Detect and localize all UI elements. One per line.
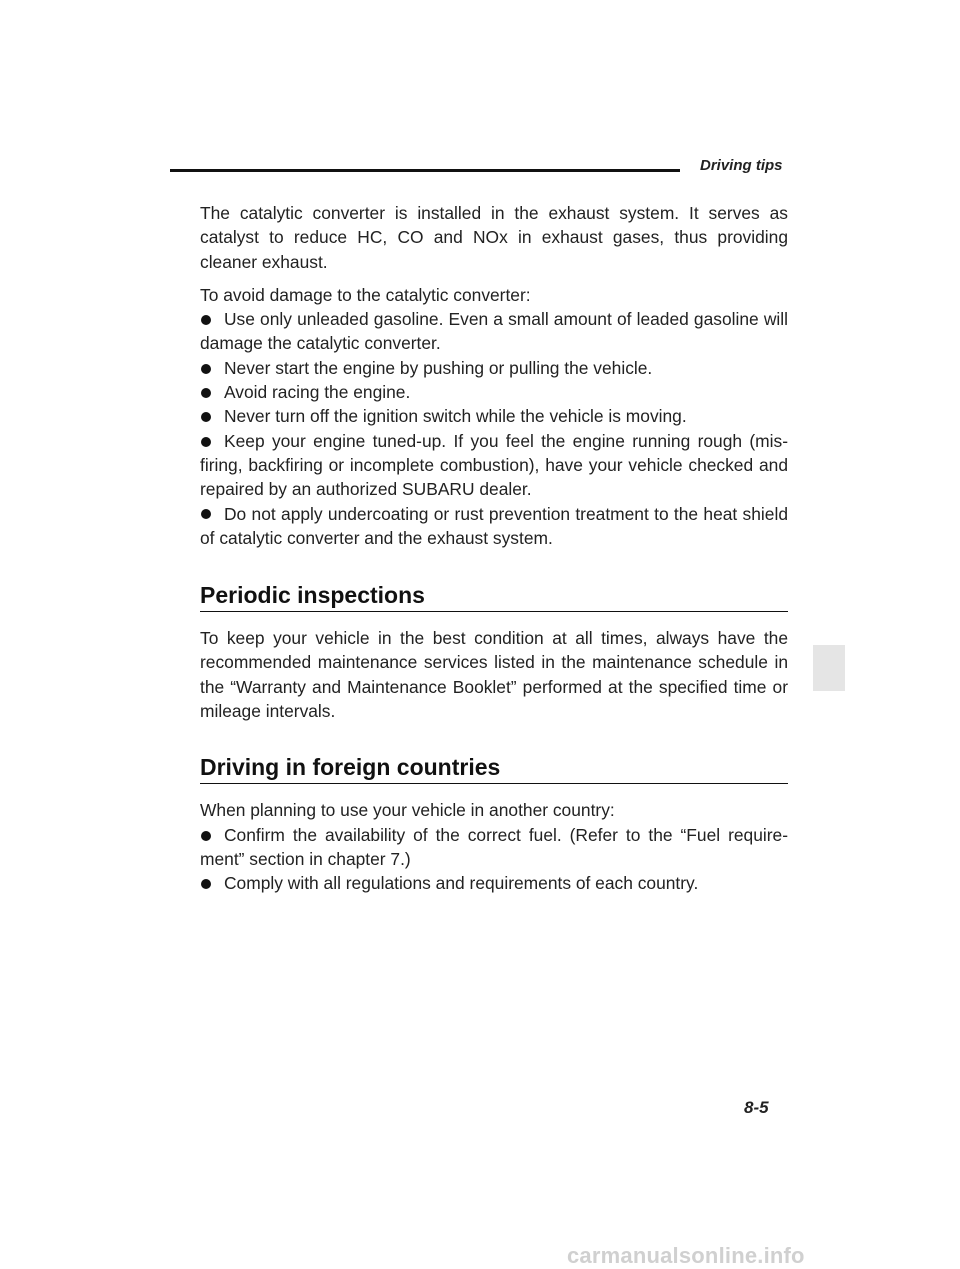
catalytic-intro: The catalytic converter is installed in the exhaust system. It serves as catalyst to reduce HC, CO and NOx in exhaust gases, thus providing cleaner exhaust. <box>200 203 788 272</box>
bullet-item: Confirm the availability of the correct fuel. (Refer to the “Fuel require-ment” section in chapter 7.) <box>200 824 788 869</box>
bullet-item: Never start the engine by pushing or pulling the vehicle. <box>200 356 788 380</box>
bullet-item: Do not apply undercoating or rust prevention treatment to the heat shield of catalytic converter and the exhaust system. <box>200 503 788 548</box>
bullet-item: Avoid racing the engine. <box>200 380 788 404</box>
bullet-item: Keep your engine tuned-up. If you feel the engine running rough (mis-firing, backfiring or incomplete combustion), have your vehicle checked and repaired by an authorized SUBARU dealer. <box>200 430 788 500</box>
bullet-icon <box>201 831 211 841</box>
page-content <box>200 201 788 896</box>
bullet-icon <box>201 364 211 374</box>
foreign-lead: When planning to use your vehicle in another country: <box>200 800 615 821</box>
section-title-foreign: Driving in foreign countries <box>200 753 788 784</box>
running-header: Driving tips <box>700 157 783 174</box>
bullet-icon <box>201 509 211 519</box>
catalytic-lead: To avoid damage to the catalytic converter: <box>200 284 531 305</box>
bullet-icon <box>201 315 211 325</box>
bullet-icon <box>201 388 211 398</box>
periodic-body: To keep your vehicle in the best condition at all times, always have the recommended maintenance services listed in the maintenance schedule in the “Warranty and Maintenance Booklet” performed at the specified time or mileage intervals. <box>200 628 788 722</box>
bullet-item: Comply with all regulations and requirements of each country. <box>200 871 788 895</box>
watermark: carmanualsonline.info <box>567 1243 805 1268</box>
bullet-item: Never turn off the ignition switch while the vehicle is moving. <box>200 404 788 428</box>
bullet-icon <box>201 879 211 889</box>
page-number: 8-5 <box>744 1098 769 1117</box>
header-rule <box>170 169 680 172</box>
bullet-icon <box>201 412 211 422</box>
chapter-tab <box>813 645 845 691</box>
bullet-item: Use only unleaded gasoline. Even a small amount of leaded gasoline will damage the catalytic converter. <box>200 309 788 354</box>
section-title-periodic: Periodic inspections <box>200 581 788 612</box>
bullet-icon <box>201 437 211 447</box>
